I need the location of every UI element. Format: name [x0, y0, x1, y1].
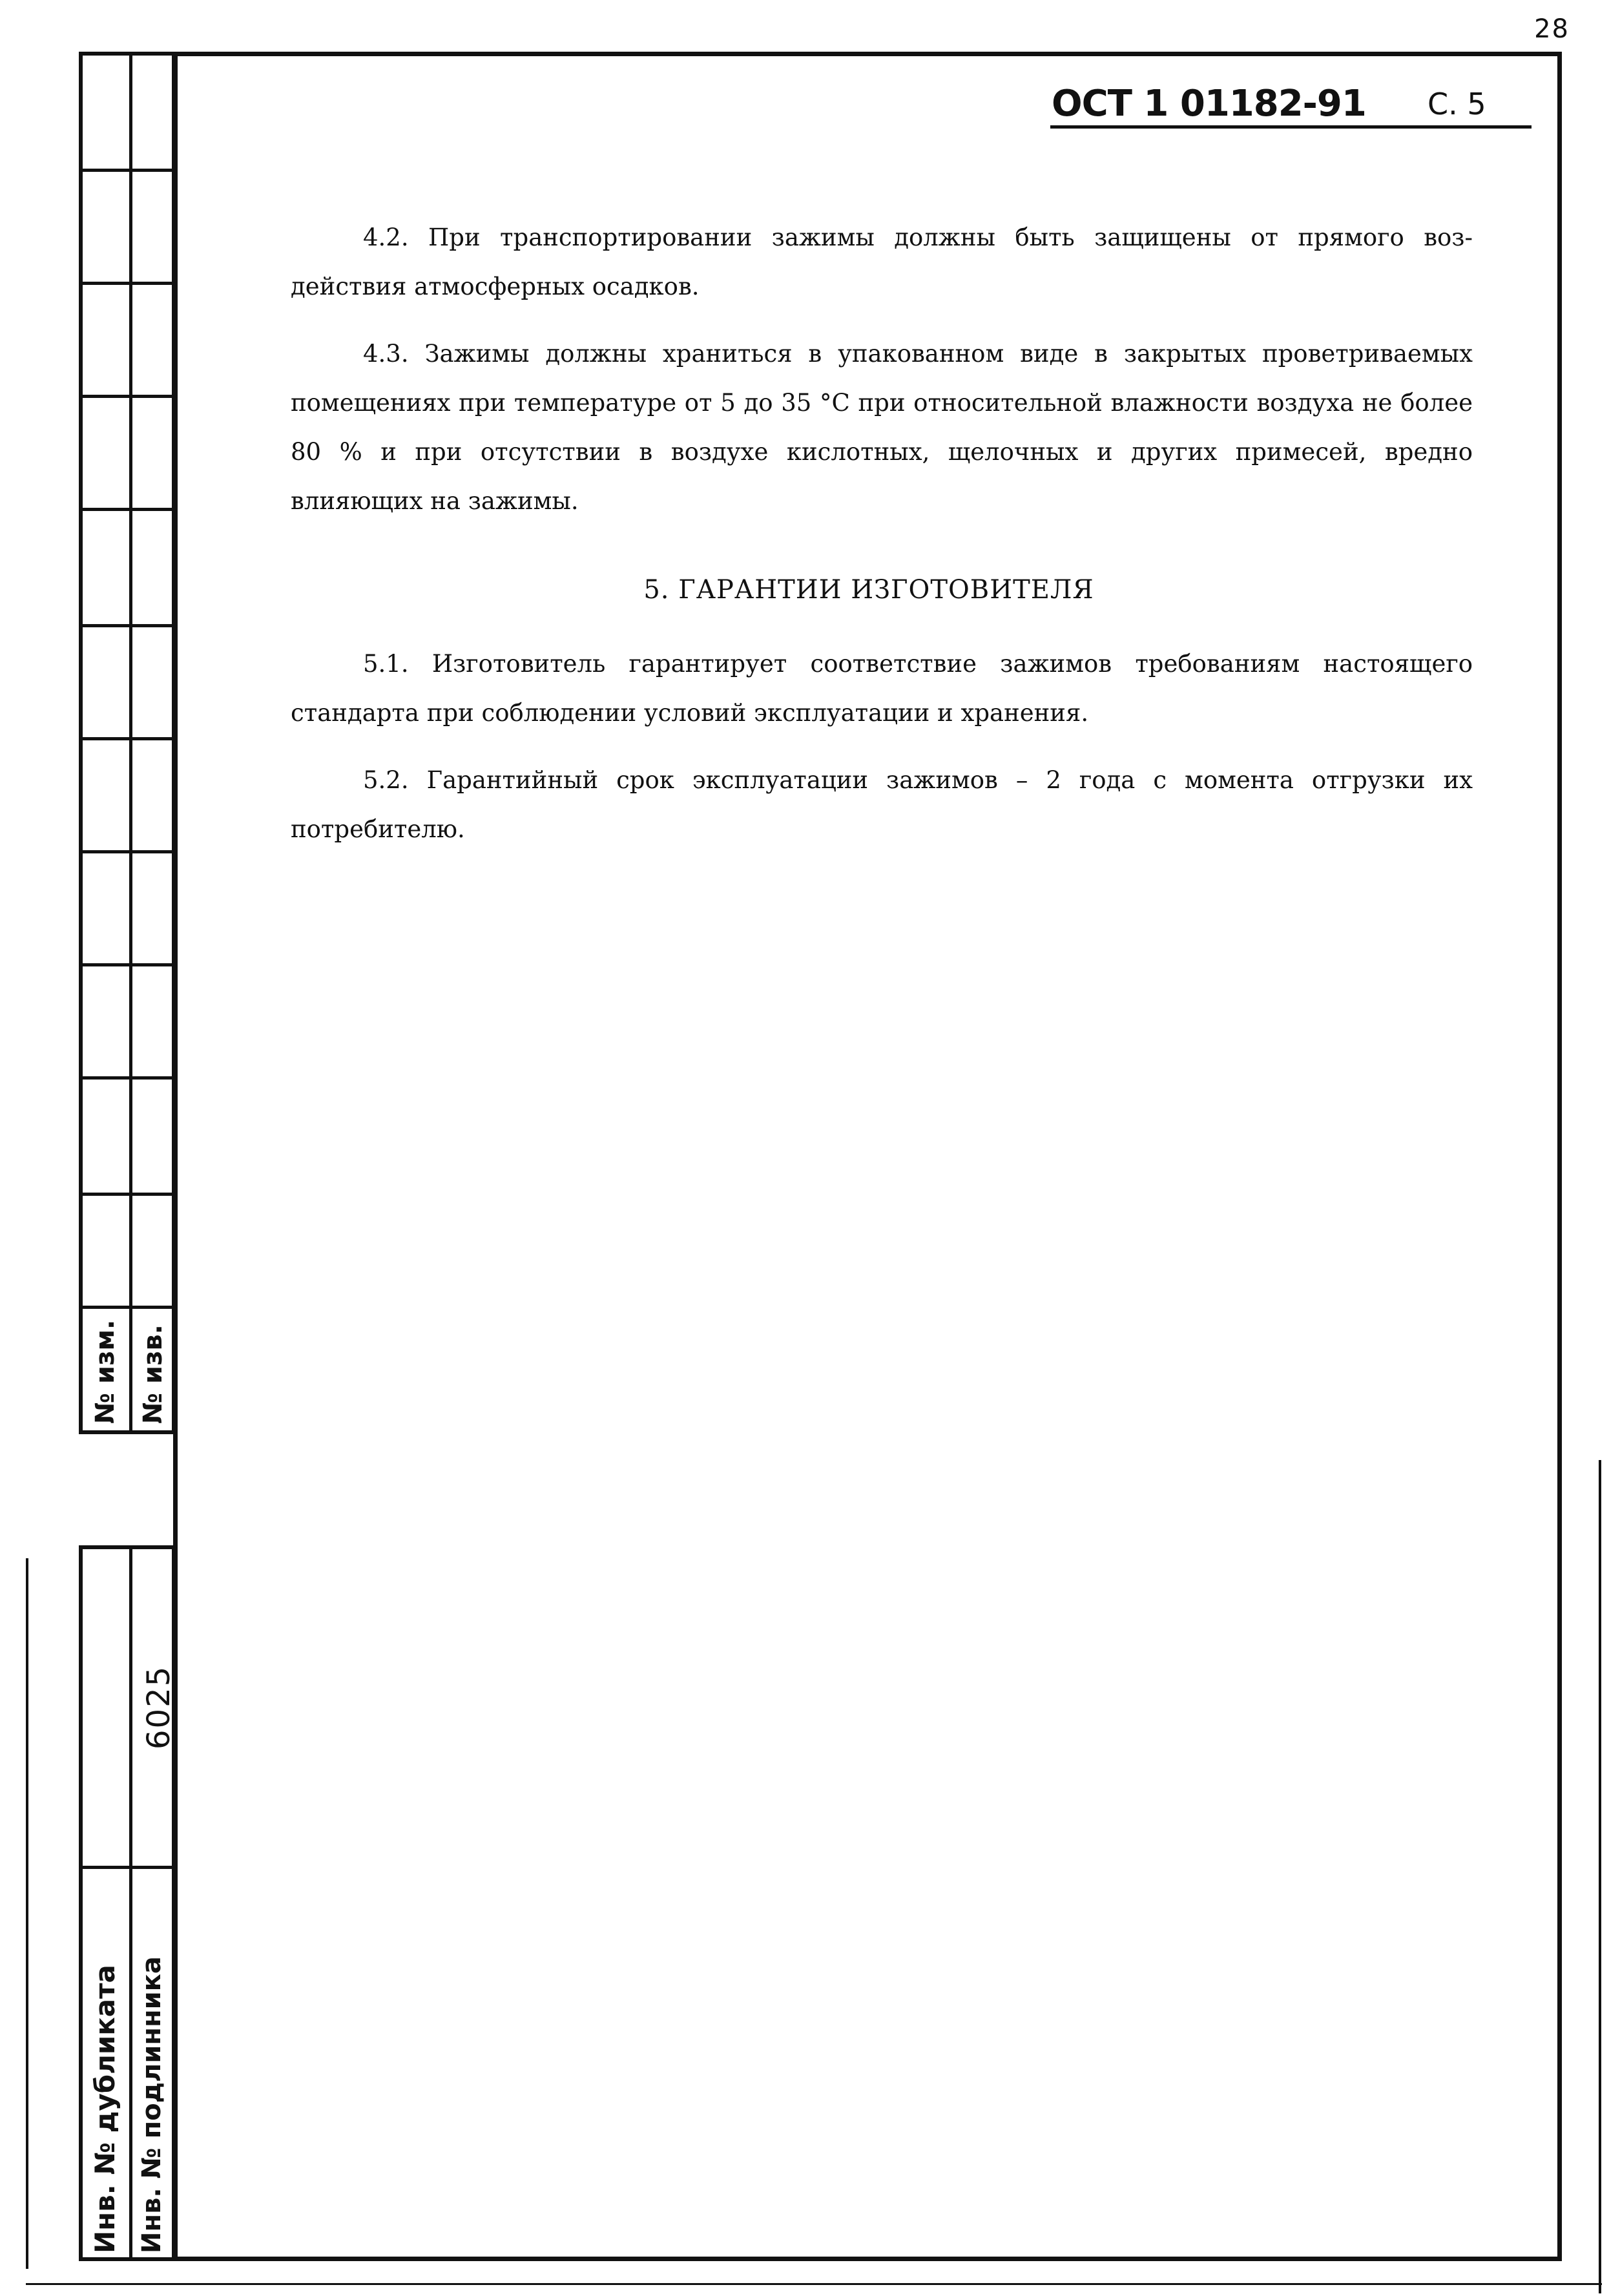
page-label: С. 5: [1428, 87, 1486, 121]
left-stamp-column-lower: [79, 1545, 176, 2261]
stamp-row-line: [83, 737, 172, 740]
sheet-number: 28: [1534, 14, 1570, 44]
paragraph-5-1: 5.1. Изготовитель гарантирует соответствие зажимов требованиям настоящего стандарта при соблюдении условий эксплуатации и хранения.: [291, 650, 1473, 727]
original-inventory-value: 6025: [141, 1665, 177, 1749]
stamp-row-line: [83, 1076, 172, 1080]
section-title: 5. ГАРАНТИИ ИЗГОТОВИТЕЛЯ: [643, 575, 1094, 605]
scan-edge-line: [26, 2283, 1602, 2285]
scan-edge-line: [1599, 1460, 1601, 2293]
notice-number-label: № изв.: [138, 1324, 168, 1424]
stamp-row-line: [83, 1306, 172, 1309]
duplicate-inventory-label: Инв. № дубликата: [89, 1965, 121, 2253]
paragraph-4-3: 4.3. Зажимы должны храниться в упакованном виде в закрытых проветриваемых помещениях при температуре от 5 до 35 °С при относительной влажности воздуха не более 80 % и при отсутствии в воздухе кислотных, щелочных и других примесей, вредно влияющих на зажимы.: [291, 340, 1473, 515]
stamp-row-line: [83, 282, 172, 285]
stamp-row-line: [83, 169, 172, 172]
stamp-row-line: [83, 395, 172, 398]
change-number-label: № изм.: [90, 1319, 120, 1424]
header-underline: [1050, 125, 1532, 129]
paragraph-5-2: 5.2. Гарантийный срок эксплуатации зажимов – 2 года с момента отгрузки их потребителю.: [291, 766, 1473, 843]
stamp-row-line: [83, 508, 172, 511]
stamp-row-line: [83, 1866, 172, 1869]
stamp-row-line: [83, 1193, 172, 1196]
stamp-column-divider: [129, 56, 132, 1430]
stamp-row-line: [83, 624, 172, 627]
left-stamp-column-upper: [79, 52, 176, 1434]
scan-edge-line: [26, 1558, 28, 2269]
stamp-column-divider: [129, 1549, 132, 2257]
document-code: ОСТ 1 01182-91: [1052, 83, 1366, 125]
stamp-row-line: [83, 850, 172, 853]
original-inventory-label: Инв. № подлинника: [137, 1956, 167, 2253]
paragraph-4-2: 4.2. При транспортировании зажимы должны быть защищены от прямого воз-действия атмосферных осадков.: [291, 224, 1473, 300]
stamp-row-line: [83, 963, 172, 966]
